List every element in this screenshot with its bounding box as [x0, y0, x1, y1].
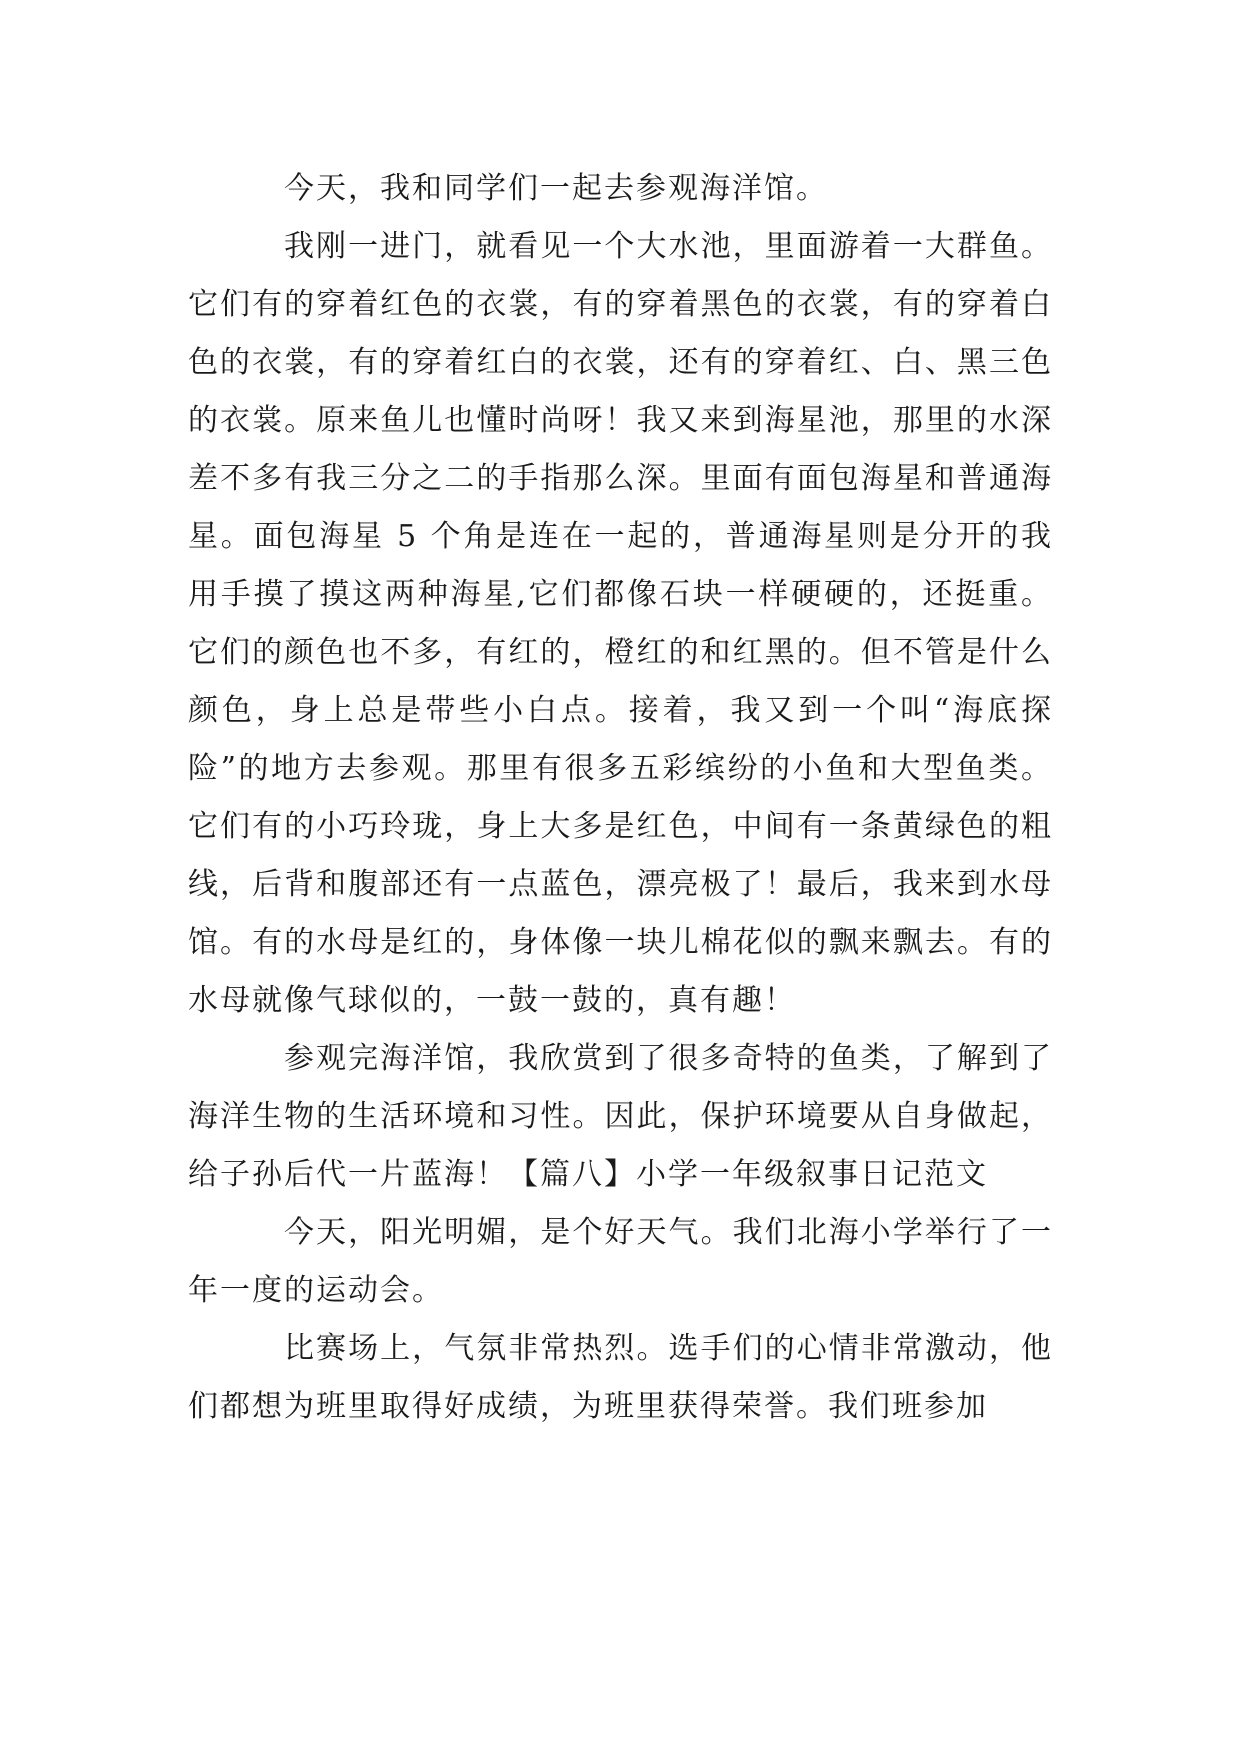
- paragraph-2: 我刚一进门，就看见一个大水池，里面游着一大群鱼。它们有的穿着红色的衣裳，有的穿着黑色的衣裳，有的穿着白色的衣裳，有的穿着红白的衣裳，还有的穿着红、白、黑三色的衣裳。原来鱼儿也懂时尚呀！我又来到海星池，那里的水深差不多有我三分之二的手指那么深。里面有面包海星和普通海星。面包海星 5 个角是连在一起的，普通海星则是分开的我用手摸了摸这两种海星,它们都像石块一样硬硬的，还挺重。它们的颜色也不多，有红的，橙红的和红黑的。但不管是什么颜色，身上总是带些小白点。接着，我又到一个叫“海底探险”的地方去参观。那里有很多五彩缤纷的小鱼和大型鱼类。它们有的小巧玲珑，身上大多是红色，中间有一条黄绿色的粗线，后背和腹部还有一点蓝色，漂亮极了！最后，我来到水母馆。有的水母是红的，身体像一块儿棉花似的飘来飘去。有的水母就像气球似的，一鼓一鼓的，真有趣！: [188, 229, 1053, 1018]
- paragraph-5: 比赛场上，气氛非常热烈。选手们的心情非常激动，他们都想为班里取得好成绩，为班里获得荣誉。我们班参加: [188, 1331, 1053, 1424]
- paragraph-4: 今天，阳光明媚，是个好天气。我们北海小学举行了一年一度的运动会。: [188, 1215, 1053, 1308]
- paragraph-1: 今天，我和同学们一起去参观海洋馆。: [284, 171, 828, 206]
- body-text: [188, 160, 1053, 1436]
- paragraph-3: 参观完海洋馆，我欣赏到了很多奇特的鱼类，了解到了海洋生物的生活环境和习性。因此，保护环境要从自身做起，给子孙后代一片蓝海！【篇八】小学一年级叙事日记范文: [188, 1041, 1053, 1192]
